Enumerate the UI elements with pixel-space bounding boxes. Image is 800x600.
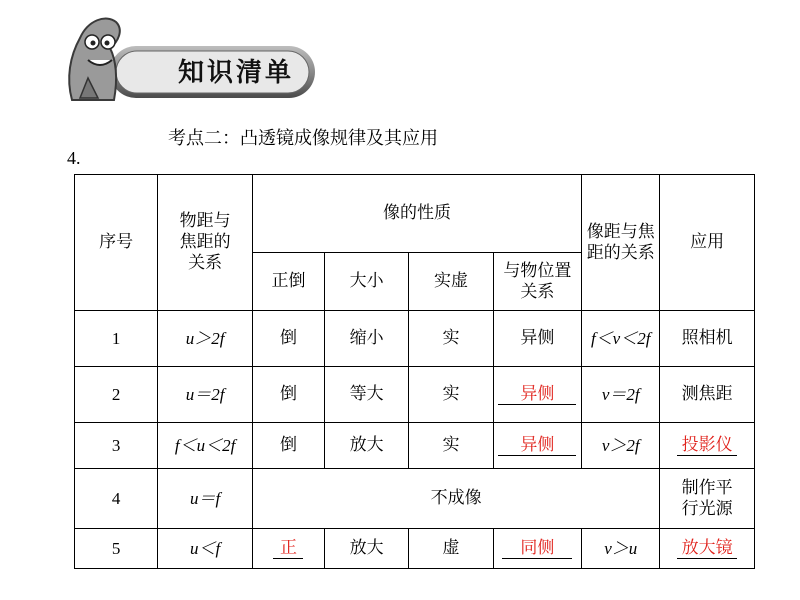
- header-image-distance: 像距与焦距的关系: [582, 175, 660, 311]
- header-object-distance: 物距与焦距的关系: [158, 175, 253, 311]
- object-distance-cell: u＝2f: [158, 367, 253, 423]
- position-cell: [493, 529, 581, 569]
- table-row: [75, 367, 755, 423]
- subheading: 考点二：凸透镜成像规律及其应用: [168, 128, 438, 149]
- orientation-cell: 倒: [252, 311, 324, 367]
- image-distance-cell: v＞u: [582, 529, 660, 569]
- real-virtual-cell: 实: [409, 311, 493, 367]
- position-cell: 异侧: [493, 311, 581, 367]
- object-distance-cell: u＞2f: [158, 311, 253, 367]
- position-cell: [493, 423, 581, 469]
- row-index: 4: [75, 469, 158, 529]
- lens-imaging-table: [74, 174, 755, 569]
- header-position: 与物位置关系: [493, 253, 581, 311]
- table-row: [75, 423, 755, 469]
- application-cell: [660, 423, 755, 469]
- header-index: 序号: [75, 175, 158, 311]
- header-application: 应用: [660, 175, 755, 311]
- real-virtual-cell: 实: [409, 423, 493, 469]
- size-cell: 放大: [324, 529, 408, 569]
- answer-blank: 放大镜: [677, 538, 737, 559]
- row-index: 5: [75, 529, 158, 569]
- answer-blank: 正: [273, 538, 303, 559]
- position-cell: [493, 367, 581, 423]
- item-number: 4.: [67, 148, 81, 168]
- application-cell: 制作平行光源: [660, 469, 755, 529]
- answer-blank: 投影仪: [677, 435, 737, 456]
- image-distance-cell: v＞2f: [582, 423, 660, 469]
- orientation-cell: 倒: [252, 367, 324, 423]
- orientation-cell: 倒: [252, 423, 324, 469]
- object-distance-cell: f＜u＜2f: [158, 423, 253, 469]
- application-cell: 照相机: [660, 311, 755, 367]
- size-cell: 放大: [324, 423, 408, 469]
- header-size: 大小: [324, 253, 408, 311]
- row-index: 3: [75, 423, 158, 469]
- merged-nature-cell: 不成像: [252, 469, 659, 529]
- answer-blank: 异侧: [498, 384, 576, 405]
- header-orientation: 正倒: [252, 253, 324, 311]
- row-index: 1: [75, 311, 158, 367]
- size-cell: 缩小: [324, 311, 408, 367]
- real-virtual-cell: 实: [409, 367, 493, 423]
- answer-blank: 同侧: [502, 538, 572, 559]
- image-distance-cell: v＝2f: [582, 367, 660, 423]
- header-image-nature: 像的性质: [252, 175, 581, 253]
- object-distance-cell: u＜f: [158, 529, 253, 569]
- row-index: 2: [75, 367, 158, 423]
- object-distance-cell: u＝f: [158, 469, 253, 529]
- table-row: [75, 529, 755, 569]
- answer-blank: 异侧: [498, 435, 576, 456]
- orientation-cell: [252, 529, 324, 569]
- table-row: [75, 311, 755, 367]
- header-real-virtual: 实虚: [409, 253, 493, 311]
- application-cell: [660, 529, 755, 569]
- image-distance-cell: f＜v＜2f: [582, 311, 660, 367]
- real-virtual-cell: 虚: [409, 529, 493, 569]
- table-row: [75, 469, 755, 529]
- size-cell: 等大: [324, 367, 408, 423]
- banner-title: 知识清单: [178, 58, 295, 88]
- application-cell: 测焦距: [660, 367, 755, 423]
- banner: [58, 8, 318, 108]
